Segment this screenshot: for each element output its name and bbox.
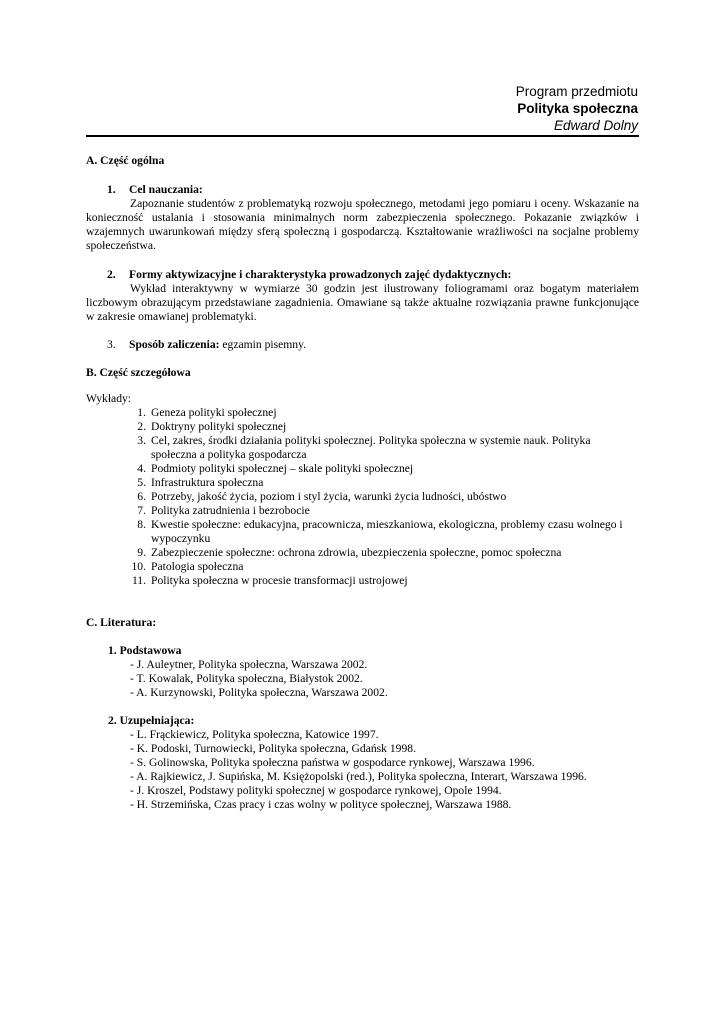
lecture-number: 5.	[137, 476, 146, 489]
section-a-item1-text: Zapoznanie studentów z problematyką rozwoju społecznego, metodami jego pomiaru i oceny. Wskazanie na konieczność ustalania i stosowania minimalnych norm zabezpieczenia społecznego. Pokazanie związków i wzajemnych uwarunkowań między sferą społeczną i gospodarczą. Kształtowanie wrażliwości na socjalne problemy społeczeństwa.	[86, 197, 639, 252]
section-a-item3-title: Sposób zaliczenia:	[129, 338, 220, 351]
header-program-label: Program przedmiotu	[515, 84, 638, 99]
section-a-item3-number: 3.	[107, 338, 116, 351]
lecture-item	[86, 490, 639, 504]
lectures-list	[86, 406, 639, 588]
literature-supplementary-title: 2. Uzupełniająca:	[108, 714, 195, 727]
lecture-number: 11.	[131, 574, 146, 587]
lecture-text: Geneza polityki społecznej	[151, 406, 277, 419]
literature-supplementary-item: - S. Golinowska, Polityka społeczna państwa w gospodarce rynkowej, Warszawa 1996.	[130, 756, 535, 769]
lecture-text: Zabezpieczenie społeczne: ochrona zdrowia, ubezpieczenia społeczne, pomoc społeczna	[151, 546, 562, 559]
literature-supplementary-item: - H. Strzemińska, Czas pracy i czas wolny w polityce społecznej, Warszawa 1988.	[130, 798, 512, 811]
lecture-text: Polityka społeczna w procesie transformacji ustrojowej	[151, 574, 408, 587]
section-a-item2-title: Formy aktywizacyjne i charakterystyka prowadzonych zajęć dydaktycznych:	[129, 268, 512, 281]
lecture-number: 2.	[137, 420, 146, 433]
lecture-text: Kwestie społeczne: edukacyjna, pracownicza, mieszkaniowa, ekologiczna, problemy czasu wolnego i wypoczynku	[151, 518, 623, 545]
lecture-item	[86, 462, 639, 476]
lectures-label: Wykłady:	[86, 392, 132, 405]
header-course-title: Polityka społeczna	[517, 101, 638, 116]
lecture-item	[86, 518, 639, 546]
lecture-number: 7.	[137, 504, 146, 517]
literature-basic-item: - A. Kurzynowski, Polityka społeczna, Warszawa 2002.	[130, 686, 388, 699]
lecture-text: Polityka zatrudnienia i bezrobocie	[151, 504, 310, 517]
lecture-item	[86, 476, 639, 490]
section-a-item3-text: egzamin pisemny.	[222, 338, 307, 351]
lecture-item	[86, 420, 639, 434]
literature-supplementary-item: - L. Frąckiewicz, Polityka społeczna, Katowice 1997.	[130, 728, 379, 741]
lecture-text: Patologia społeczna	[151, 560, 244, 573]
lecture-item	[86, 560, 639, 574]
lecture-number: 4.	[137, 462, 146, 475]
lecture-item	[86, 504, 639, 518]
section-a-item2-heading	[86, 268, 660, 282]
section-b-title: B. Część szczegółowa	[86, 366, 191, 379]
section-a-item2-text: Wykład interaktywny w wymiarze 30 godzin jest ilustrowany foliogramami oraz bogatym materiałem liczbowym obrazującym przedstawiane zagadnienia. Omawiane są także aktualne rozwiązania prawne funkcjonujące w zakresie omawianej problematyki.	[86, 282, 639, 323]
lecture-number: 10.	[131, 560, 146, 573]
section-c-title: C. Literatura:	[86, 616, 157, 629]
lecture-number: 9.	[137, 546, 146, 559]
lecture-number: 8.	[137, 518, 146, 531]
literature-basic-item: - J. Auleytner, Polityka społeczna, Warszawa 2002.	[130, 658, 368, 671]
lecture-item	[86, 546, 639, 560]
lecture-item	[86, 406, 639, 420]
literature-basic-title: 1. Podstawowa	[108, 644, 182, 657]
lecture-number: 3.	[137, 434, 146, 447]
literature-supplementary-item: - K. Podoski, Turnowiecki, Polityka społeczna, Gdańsk 1998.	[130, 742, 416, 755]
lecture-item	[86, 574, 639, 588]
lecture-number: 6.	[137, 490, 146, 503]
section-a-item3	[86, 338, 660, 352]
lecture-text: Cel, zakres, środki działania polityki społecznej. Polityka społeczna w systemie nauk. Polityka społeczna a polityka gospodarcza	[151, 434, 591, 461]
lecture-text: Podmioty polityki społecznej – skale polityki społecznej	[151, 462, 414, 475]
lecture-text: Doktryny polityki społecznej	[151, 420, 287, 433]
header-divider	[86, 135, 639, 137]
literature-supplementary-item: - J. Kroszel, Podstawy polityki społecznej w gospodarce rynkowej, Opole 1994.	[130, 784, 502, 797]
section-a-item1-number: 1.	[107, 183, 116, 196]
lecture-text: Potrzeby, jakość życia, poziom i styl życia, warunki życia ludności, ubóstwo	[151, 490, 507, 503]
section-a-item1-title: Cel nauczania:	[129, 183, 203, 196]
lecture-item	[86, 434, 639, 462]
lecture-text: Infrastruktura społeczna	[151, 476, 264, 489]
header-author: Edward Dolny	[553, 118, 638, 133]
lecture-number: 1.	[137, 406, 146, 419]
literature-supplementary-item: - A. Rajkiewicz, J. Supińska, M. Księżopolski (red.), Polityka społeczna, Interart, Warszawa 1996.	[130, 770, 587, 783]
section-a-item2-number: 2.	[107, 268, 116, 281]
section-a-item1-heading	[86, 183, 660, 197]
literature-basic-item: - T. Kowalak, Polityka społeczna, Białystok 2002.	[130, 672, 363, 685]
section-a-title: A. Część ogólna	[86, 154, 165, 167]
